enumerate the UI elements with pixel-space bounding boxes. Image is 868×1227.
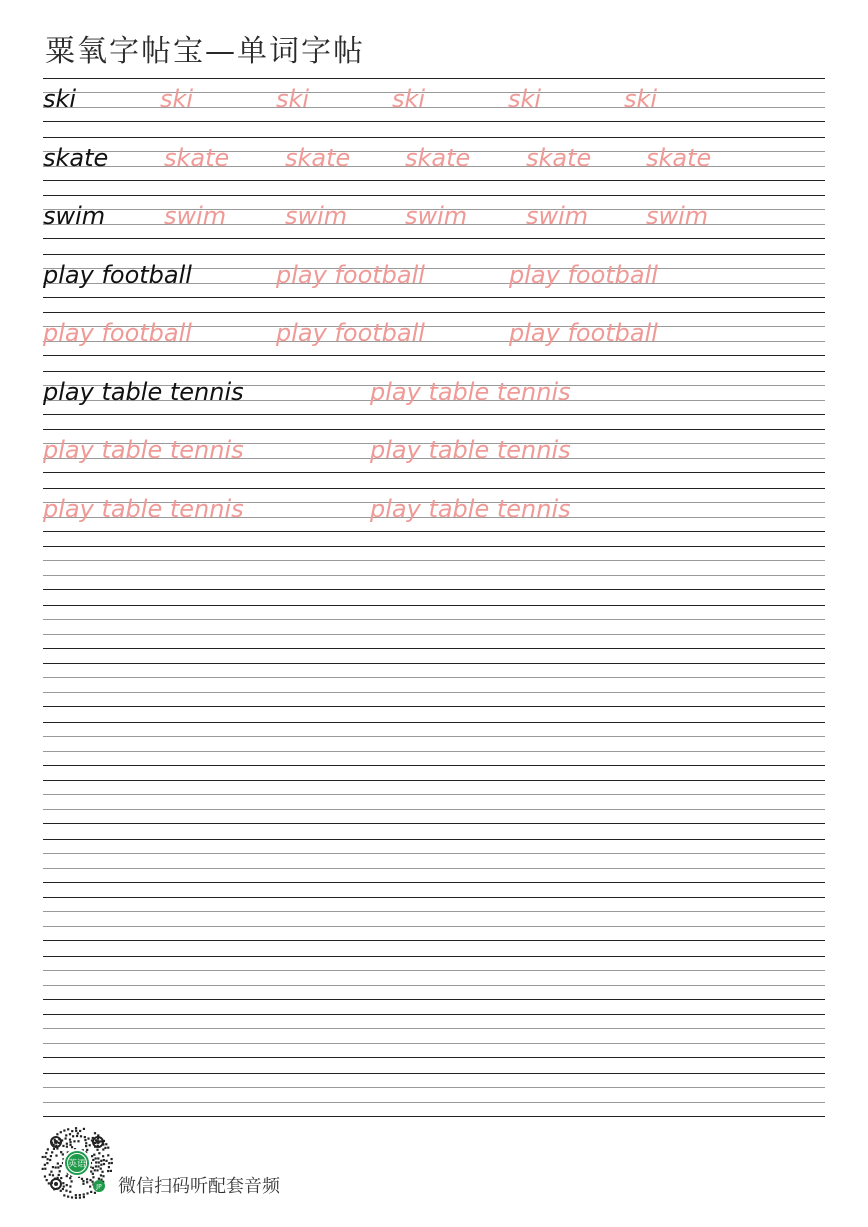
guide-line [43, 488, 825, 489]
guide-midline [43, 1087, 825, 1088]
guide-line [43, 1057, 825, 1058]
guide-line [43, 940, 825, 941]
trace-word: play table tennis [370, 436, 571, 464]
trace-word: play football [43, 319, 192, 347]
trace-word: skate [405, 143, 471, 172]
blank-practice-row [43, 780, 825, 823]
trace-word: swim [526, 202, 589, 230]
practice-row [43, 195, 825, 238]
trace-word: skate [164, 143, 230, 172]
guide-midline [43, 619, 825, 620]
blank-practice-row [43, 605, 825, 648]
trace-word: play table tennis [43, 494, 244, 523]
guide-midline [43, 1028, 825, 1029]
guide-line [43, 589, 825, 590]
guide-line [43, 722, 825, 723]
guide-line [43, 78, 825, 79]
trace-word: ski [160, 85, 194, 113]
practice-row [43, 137, 825, 180]
trace-word: swim [164, 202, 227, 230]
guide-line [43, 355, 825, 356]
qr-badge-label: 英语 [67, 1159, 87, 1170]
guide-line [43, 706, 825, 707]
practice-row [43, 312, 825, 355]
trace-word: skate [646, 143, 712, 172]
guide-line [43, 297, 825, 298]
guide-line [43, 546, 825, 547]
trace-word: play table tennis [370, 377, 571, 406]
guide-midline [43, 575, 825, 576]
model-word: play table tennis [43, 377, 244, 406]
practice-row [43, 254, 825, 297]
guide-line [43, 882, 825, 883]
model-word: ski [43, 85, 77, 113]
guide-midline [43, 794, 825, 795]
guide-line [43, 999, 825, 1000]
guide-midline [43, 985, 825, 986]
guide-line [43, 429, 825, 430]
guide-midline [43, 560, 825, 561]
guide-line [43, 414, 825, 415]
qr-code-icon [40, 1126, 114, 1200]
guide-line [43, 648, 825, 649]
guide-midline [43, 809, 825, 810]
guide-line [43, 137, 825, 138]
trace-word: play football [276, 319, 425, 347]
trace-word: ski [276, 85, 310, 113]
practice-row [43, 371, 825, 414]
model-word: swim [43, 202, 106, 230]
guide-line [43, 195, 825, 196]
trace-word: play table tennis [43, 436, 244, 464]
blank-practice-row [43, 1014, 825, 1057]
trace-word: ski [508, 85, 542, 113]
trace-word: play football [276, 260, 425, 289]
guide-line [43, 472, 825, 473]
trace-word: swim [646, 202, 709, 230]
practice-row [43, 488, 825, 531]
practice-row [43, 429, 825, 472]
guide-line [43, 180, 825, 181]
trace-word: ski [392, 85, 426, 113]
guide-midline [43, 736, 825, 737]
trace-word: play table tennis [370, 494, 571, 523]
guide-line [43, 765, 825, 766]
footer [40, 1124, 440, 1204]
trace-word: skate [285, 143, 351, 172]
guide-line [43, 254, 825, 255]
guide-midline [43, 911, 825, 912]
model-word: play football [43, 260, 192, 289]
footer-caption: 微信扫码听配套音频 [118, 1176, 280, 1197]
guide-line [43, 371, 825, 372]
trace-word: play football [509, 260, 658, 289]
guide-midline [43, 970, 825, 971]
guide-line [43, 605, 825, 606]
trace-word: skate [526, 143, 592, 172]
blank-practice-row [43, 897, 825, 940]
guide-line [43, 839, 825, 840]
guide-midline [43, 1043, 825, 1044]
guide-line [43, 823, 825, 824]
guide-midline [43, 751, 825, 752]
blank-practice-row [43, 1073, 825, 1116]
trace-word: swim [405, 202, 468, 230]
guide-line [43, 238, 825, 239]
guide-midline [43, 868, 825, 869]
blank-practice-row [43, 839, 825, 882]
guide-midline [43, 677, 825, 678]
practice-row [43, 78, 825, 121]
guide-line [43, 897, 825, 898]
blank-practice-row [43, 663, 825, 706]
guide-line [43, 956, 825, 957]
guide-midline [43, 634, 825, 635]
blank-practice-row [43, 722, 825, 765]
guide-line [43, 1116, 825, 1117]
model-word: skate [43, 143, 109, 172]
guide-line [43, 1014, 825, 1015]
guide-midline [43, 853, 825, 854]
guide-line [43, 663, 825, 664]
guide-midline [43, 1102, 825, 1103]
blank-practice-row [43, 956, 825, 999]
trace-word: ski [624, 85, 658, 113]
trace-word: play football [509, 319, 658, 347]
trace-word: swim [285, 202, 348, 230]
blank-practice-row [43, 546, 825, 589]
page-title: 粟氧字帖宝—单词字帖 [45, 34, 365, 69]
guide-line [43, 312, 825, 313]
guide-midline [43, 926, 825, 927]
guide-line [43, 531, 825, 532]
writing-sheet [43, 78, 825, 1118]
guide-line [43, 1073, 825, 1074]
guide-line [43, 780, 825, 781]
guide-midline [43, 692, 825, 693]
qr-corner-label: JP [96, 1183, 102, 1191]
guide-line [43, 121, 825, 122]
